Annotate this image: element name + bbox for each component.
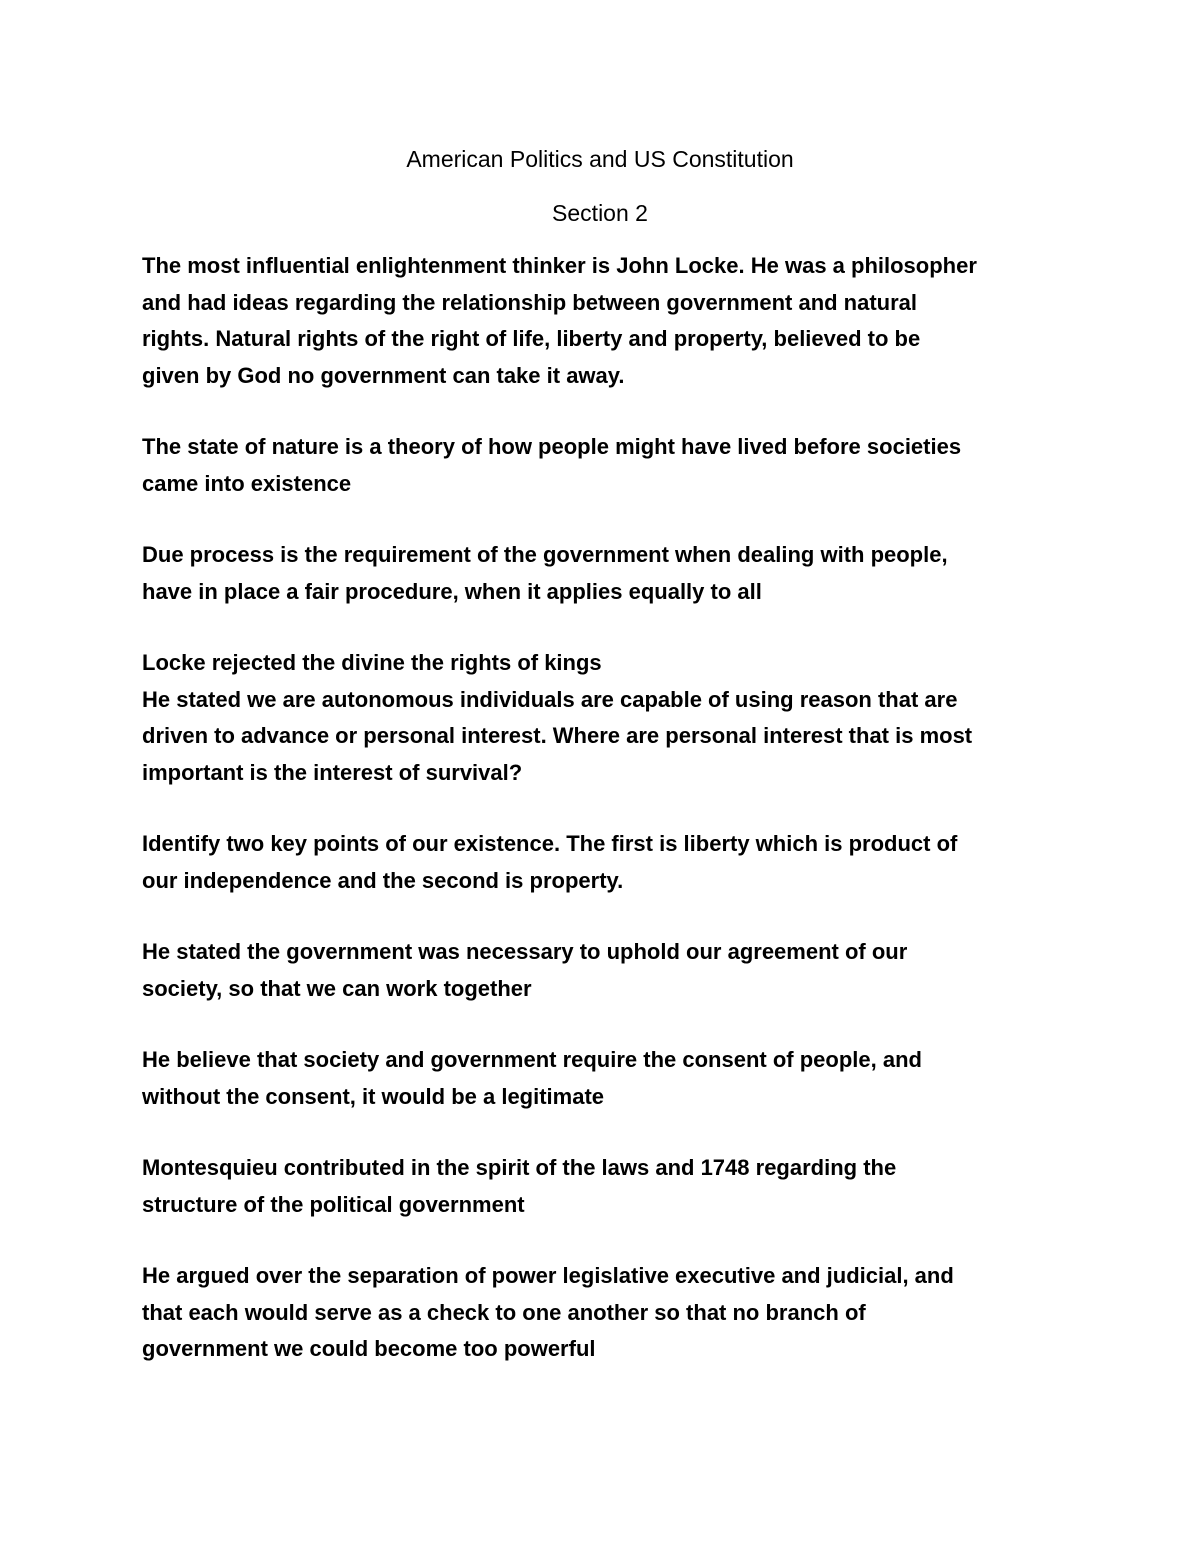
text-line: that each would serve as a check to one another so that no branch of [142,1299,866,1325]
text-line: and had ideas regarding the relationship between government and natural [142,289,918,315]
text-line: have in place a fair procedure, when it applies equally to all [142,578,762,604]
text-line: Due process is the requirement of the government when dealing with people, [142,542,948,567]
text-line: He argued over the separation of power legislative executive and judicial, and [142,1263,954,1288]
text-line: He believe that society and government require the consent of people, and [142,1047,922,1072]
paragraph-separation-of-power [142,1258,1062,1368]
document-title: American Politics and US Constitution [406,146,794,172]
text-line: came into existence [142,470,352,496]
text-line: The state of nature is a theory of how people might have lived before societies [142,434,962,459]
text-line: He stated the government was necessary to uphold our agreement of our [142,939,908,964]
paragraph-consent [142,1042,1062,1115]
text-line: important is the interest of survival? [142,759,523,785]
text-line: He stated we are autonomous individuals are capable of using reason that are [142,686,958,712]
document-subtitle: Section 2 [552,200,648,226]
text-line: without the consent, it would be a legitimate [142,1083,605,1109]
text-line: government we could become too powerful [142,1336,596,1361]
text-line: given by God no government can take it away. [142,362,625,388]
paragraph-due-process [142,537,1062,610]
paragraph-key-points [142,826,1062,899]
text-line: our independence and the second is property. [142,867,624,893]
text-line: Montesquieu contributed in the spirit of the laws and 1748 regarding the [142,1155,897,1180]
paragraph-autonomous-individuals [142,682,1062,792]
text-line: driven to advance or personal interest. Where are personal interest that is most [142,723,973,748]
paragraph-divine-rights [142,645,1062,682]
text-line: society, so that we can work together [142,975,532,1001]
paragraph-government-necessary [142,934,1062,1007]
paragraph-locke-intro [142,248,1062,394]
document-body [142,248,1062,1403]
text-line: Locke rejected the divine the rights of kings [142,650,602,675]
paragraph-montesquieu [142,1150,1062,1223]
text-line: structure of the political government [142,1191,525,1217]
text-line: Identify two key points of our existence. The first is liberty which is product of [142,831,958,856]
text-line: rights. Natural rights of the right of life, liberty and property, believed to be [142,326,921,351]
text-line: The most influential enlightenment thinker is John Locke. He was a philosopher [142,253,977,278]
paragraph-state-of-nature [142,429,1062,502]
